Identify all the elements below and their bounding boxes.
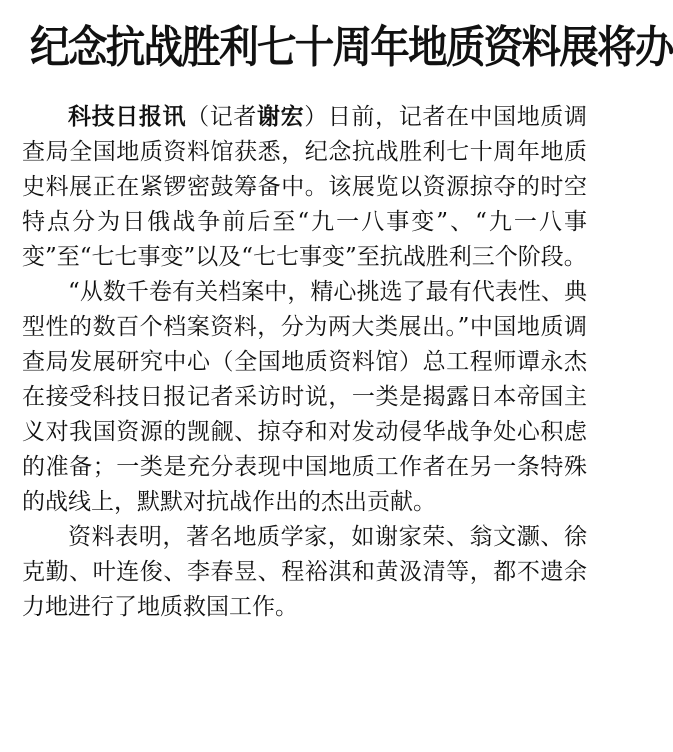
dateline-reporter-suffix: ） bbox=[304, 104, 328, 130]
paragraph-1-text: 日前，记者在中国地质调查局全国地质资料馆获悉，纪念抗战胜利七十周年地质史料展正在紧锣密鼓筹备中。该展览以资源掠夺的时空特点分为日俄战争前后至“九一八事变”、“九一八事变”至“七七事变”以及“七七事变”至抗战胜利三个阶段。 bbox=[22, 104, 588, 270]
reporter-name: 谢宏 bbox=[256, 104, 305, 130]
dateline-reporter-prefix: （记者 bbox=[186, 104, 257, 130]
headline: 纪念抗战胜利七十周年地质资料展将办 bbox=[30, 22, 673, 73]
dateline-source: 科技日报讯 bbox=[68, 104, 187, 130]
paragraph-1 bbox=[22, 100, 587, 275]
paragraph-2: “从数千卷有关档案中，精心挑选了最有代表性、典型性的数百个档案资料，分为两大类展出。”中国地质调查局发展研究中心（全国地质资料馆）总工程师谭永杰在接受科技日报记者采访时说，一类是揭露日本帝国主义对我国资源的觊觎、掠夺和对发动侵华战争处心积虑的准备；一类是充分表现中国地质工作者在另一条特殊的战线上，默默对抗战作出的杰出贡献。 bbox=[22, 279, 587, 515]
paragraph-3: 资料表明，著名地质学家，如谢家荣、翁文灏、徐克勤、叶连俊、李春昱、程裕淇和黄汲清等，都不遗余力地进行了地质救国工作。 bbox=[22, 524, 587, 620]
article-body bbox=[22, 100, 587, 625]
